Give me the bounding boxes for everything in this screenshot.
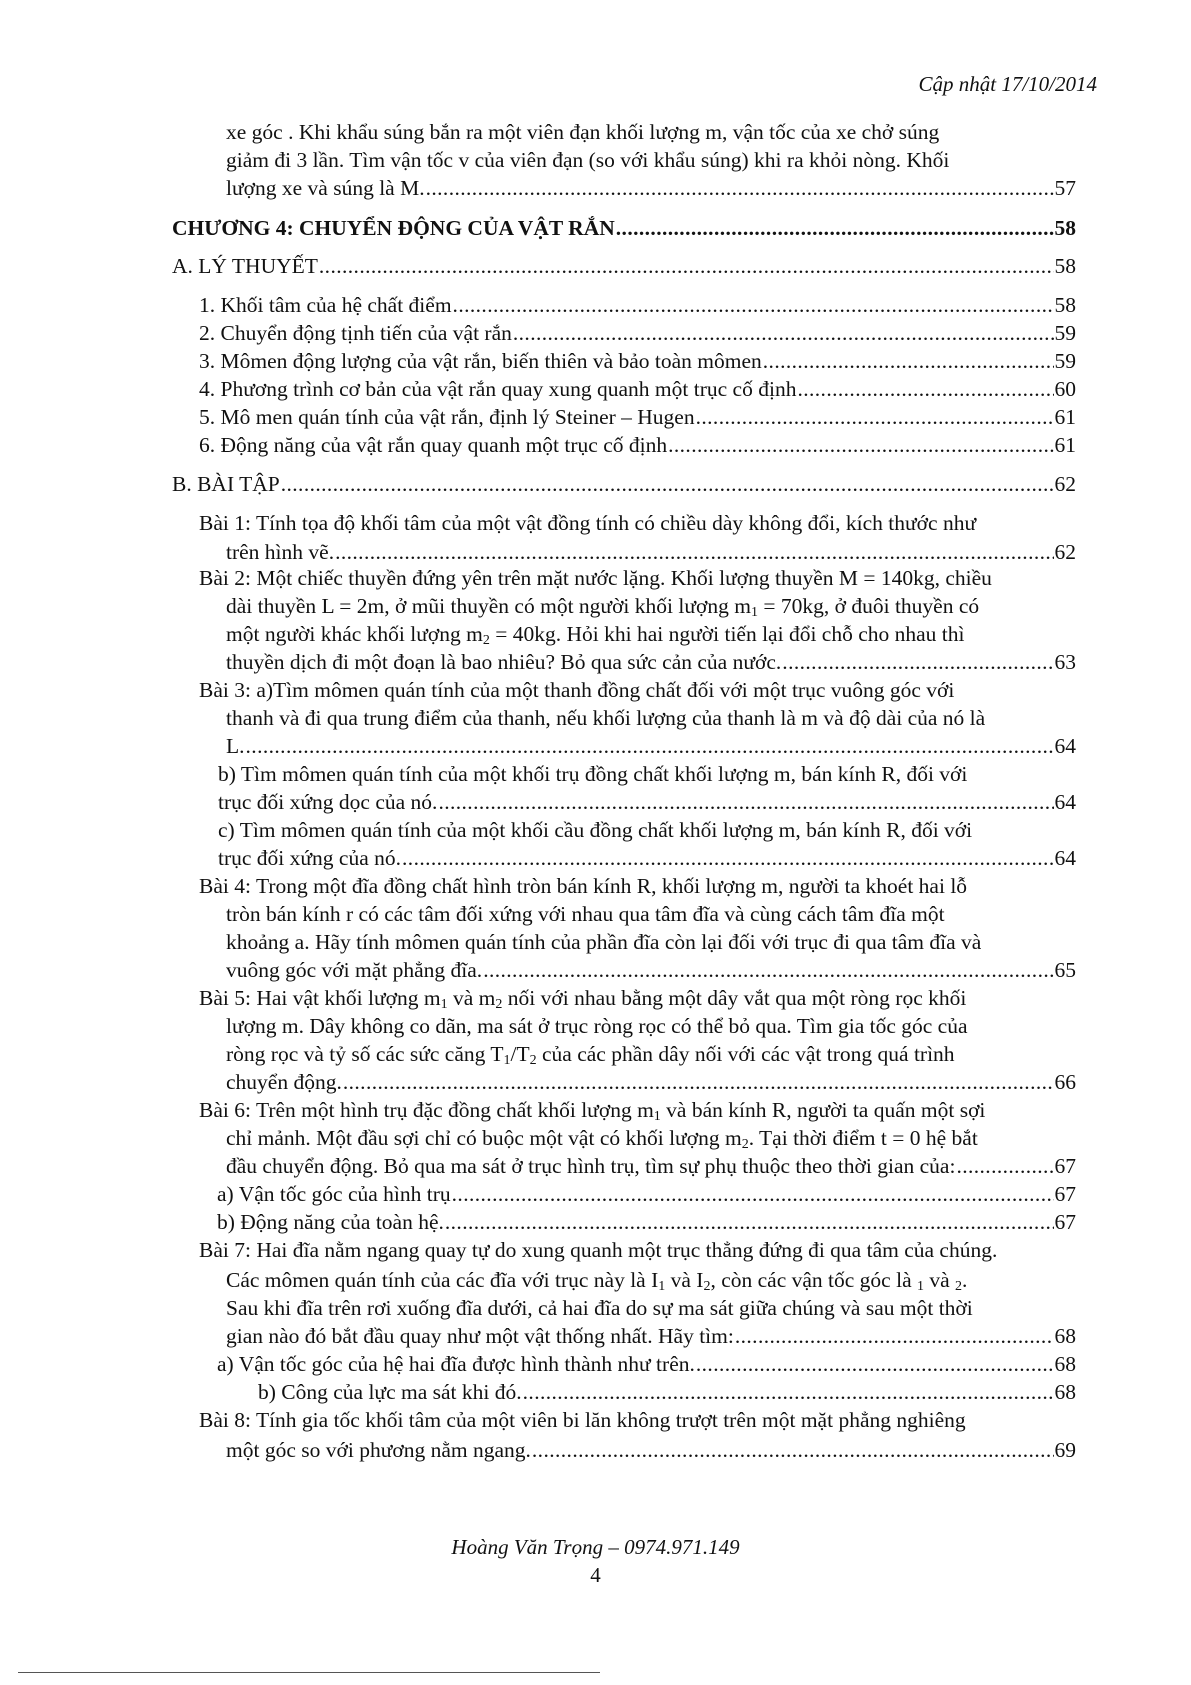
toc-text-line: thanh và đi qua trung điểm của thanh, nếu khối lượng của thanh là m và độ dài của nó là [226, 706, 986, 730]
toc-page-number: 60 [1054, 377, 1076, 401]
toc-entry-title: b) Động năng của toàn hệ. [217, 1210, 444, 1234]
page-footer-author: Hoàng Văn Trọng – 0974.971.149 [451, 1535, 740, 1559]
toc-leader-dots [616, 214, 1054, 242]
toc-page-number: 62 [1054, 472, 1076, 496]
toc-text-line: Bài 8: Tính gia tốc khối tâm của một viên bi lăn không trượt trên một mặt phẳng nghiêng [199, 1408, 966, 1432]
toc-text-line: b) Tìm mômen quán tính của một khối trụ đồng chất khối lượng m, bán kính R, đối với [218, 762, 968, 786]
toc-entry[interactable] [226, 1152, 1076, 1180]
toc-entry[interactable] [226, 956, 1076, 984]
toc-leader-dots [438, 788, 1053, 816]
toc-leader-dots [452, 1180, 1054, 1208]
toc-text-line: Các mômen quán tính của các đĩa với trục này là $I_1$ và $I_2$, còn các vận tốc góc là $_1$ và $_2$. [226, 1268, 968, 1294]
toc-entry[interactable] [217, 1350, 1076, 1378]
toc-leader-dots [483, 956, 1053, 984]
toc-entry[interactable] [226, 1068, 1076, 1096]
toc-leader-dots [343, 1068, 1054, 1096]
toc-leader-dots [402, 844, 1053, 872]
toc-leader-dots [319, 252, 1054, 280]
toc-entry[interactable] [226, 174, 1076, 202]
toc-text-line: xe góc . Khi khẩu súng bắn ra một viên đạn khối lượng m, vận tốc của xe chở súng [226, 120, 940, 144]
toc-entry[interactable] [218, 788, 1076, 816]
toc-page-number: 59 [1054, 321, 1076, 345]
toc-text-line: lượng m. Dây không co dãn, ma sát ở trục ròng rọc có thể bỏ qua. Tìm gia tốc góc của [226, 1014, 968, 1038]
toc-entry-title: đầu chuyển động. Bỏ qua ma sát ở trục hình trụ, tìm sự phụ thuộc theo thời gian của: [226, 1154, 956, 1178]
toc-entry-title: lượng xe và súng là M. [226, 176, 425, 200]
toc-leader-dots [513, 319, 1054, 347]
toc-entry[interactable] [226, 1322, 1076, 1350]
toc-entry-title: CHƯƠNG 4: CHUYỂN ĐỘNG CỦA VẬT RẮN [172, 216, 615, 240]
toc-entry-title: 6. Động năng của vật rắn quay quanh một trục cố định [199, 433, 668, 457]
toc-text-line: Bài 3: a)Tìm mômen quán tính của một thanh đồng chất đối với một trục vuông góc với [199, 678, 955, 702]
toc-entry-title: gian nào đó bắt đầu quay như một vật thống nhất. Hãy tìm: [226, 1324, 734, 1348]
toc-entry[interactable] [199, 431, 1076, 459]
page-number: 4 [590, 1563, 601, 1587]
toc-leader-dots [426, 174, 1054, 202]
toc-text-line: Bài 5: Hai vật khối lượng $m_1$ và $m_2$ nối với nhau bằng một dây vắt qua một ròng rọc khối [199, 986, 967, 1012]
toc-leader-dots [335, 538, 1053, 566]
toc-leader-dots [763, 347, 1054, 375]
toc-text-line: Bài 7: Hai đĩa nằm ngang quay tự do xung quanh một trục thẳng đứng đi qua tâm của chúng. [199, 1238, 998, 1262]
toc-entry[interactable] [199, 347, 1076, 375]
toc-entry-title: chuyển động. [226, 1070, 342, 1094]
toc-entry[interactable] [218, 844, 1076, 872]
toc-page-number: 61 [1054, 405, 1076, 429]
toc-entry-title: trục đối xứng dọc của nó. [218, 790, 438, 814]
toc-page-number: 68 [1054, 1380, 1076, 1404]
toc-entry-title: thuyền dịch đi một đoạn là bao nhiêu? Bỏ qua sức cản của nước. [226, 650, 782, 674]
toc-page-number: 66 [1054, 1070, 1076, 1094]
toc-leader-dots [735, 1322, 1054, 1350]
toc-leader-dots [532, 1436, 1054, 1464]
toc-page-number: 64 [1054, 790, 1076, 814]
toc-text-line: dài thuyền L = 2m, ở mũi thuyền có một người khối lượng $m_1 = 70kg$, ở đuôi thuyền có [226, 594, 980, 620]
toc-entry-title: a) Vận tốc góc của hệ hai đĩa được hình thành như trên. [217, 1352, 695, 1376]
toc-leader-dots [668, 431, 1053, 459]
toc-page-number: 64 [1054, 846, 1076, 870]
toc-leader-dots [246, 732, 1054, 760]
toc-text-line: một người khác khối lượng $m_2 = 40kg$. Hỏi khi hai người tiến lại đổi chỗ cho nhau thì [226, 622, 965, 648]
toc-page-number: 63 [1054, 650, 1076, 674]
toc-entry[interactable] [226, 732, 1076, 760]
toc-entry-title: trục đối xứng của nó. [218, 846, 402, 870]
toc-leader-dots [696, 403, 1054, 431]
toc-text-line: chỉ mảnh. Một đầu sợi chỉ có buộc một vật có khối lượng $m_2$. Tại thời điểm t = 0 hệ bắt [226, 1126, 978, 1152]
toc-leader-dots [281, 470, 1054, 498]
toc-page-number: 59 [1054, 349, 1076, 373]
toc-text-line: Bài 4: Trong một đĩa đồng chất hình tròn bán kính R, khối lượng m, người ta khoét hai lỗ [199, 874, 968, 898]
toc-leader-dots [453, 291, 1054, 319]
toc-text-line: tròn bán kính r có các tâm đối xứng với nhau qua tâm đĩa và cùng cách tâm đĩa một [226, 902, 945, 926]
toc-entry[interactable] [226, 1436, 1076, 1464]
toc-section-entry[interactable] [172, 252, 1076, 280]
toc-text-line: Bài 1: Tính tọa độ khối tâm của một vật đồng tính có chiều dày không đổi, kích thước như [199, 511, 977, 535]
toc-entry[interactable] [199, 291, 1076, 319]
toc-leader-dots [445, 1208, 1054, 1236]
toc-page-number: 68 [1054, 1324, 1076, 1348]
toc-page-number: 67 [1054, 1210, 1076, 1234]
toc-entry-title: trên hình vẽ. [226, 540, 335, 564]
toc-entry-title: 1. Khối tâm của hệ chất điểm [199, 293, 452, 317]
toc-page-number: 61 [1054, 433, 1076, 457]
toc-text-line: Bài 6: Trên một hình trụ đặc đồng chất khối lượng $m_1$ và bán kính R, người ta quấn một sợi [199, 1098, 986, 1124]
toc-text-line: giảm đi 3 lần. Tìm vận tốc v của viên đạn (so với khẩu súng) khi ra khỏi nòng. Khối [226, 148, 950, 172]
toc-leader-dots [782, 648, 1053, 676]
toc-entry-title: 5. Mô men quán tính của vật rắn, định lý Steiner – Hugen [199, 405, 695, 429]
bottom-divider [18, 1672, 600, 1673]
toc-entry[interactable] [258, 1378, 1076, 1406]
toc-text-line: Bài 2: Một chiếc thuyền đứng yên trên mặt nước lặng. Khối lượng thuyền M = 140kg, chiều [199, 566, 992, 590]
toc-entry[interactable] [217, 1208, 1076, 1236]
toc-entry[interactable] [199, 319, 1076, 347]
page-header-updated: Cập nhật 17/10/2014 [918, 72, 1097, 96]
toc-entry-title: 4. Phương trình cơ bản của vật rắn quay xung quanh một trục cố định [199, 377, 797, 401]
toc-entry-title: 3. Mômen động lượng của vật rắn, biến thiên và bảo toàn mômen [199, 349, 762, 373]
toc-page-number: 58 [1054, 254, 1076, 278]
toc-page-number: 58 [1054, 216, 1076, 240]
toc-entry-title: một góc so với phương nằm ngang. [226, 1438, 531, 1462]
toc-leader-dots [696, 1350, 1054, 1378]
toc-entry[interactable] [199, 375, 1076, 403]
toc-page-number: 67 [1054, 1182, 1076, 1206]
toc-leader-dots [523, 1378, 1054, 1406]
toc-entry-title: A. LÝ THUYẾT [172, 254, 318, 278]
toc-entry-title: a) Vận tốc góc của hình trụ [217, 1182, 451, 1206]
toc-entry[interactable] [226, 538, 1076, 566]
toc-page-number: 57 [1054, 176, 1076, 200]
toc-page-number: 69 [1054, 1438, 1076, 1462]
toc-section-entry[interactable] [172, 470, 1076, 498]
toc-page-number: 62 [1054, 540, 1076, 564]
toc-chapter-entry[interactable] [172, 214, 1076, 242]
toc-page-number: 65 [1054, 958, 1076, 982]
toc-text-line: khoảng a. Hãy tính mômen quán tính của phần đĩa còn lại đối với trục đi qua tâm đĩa và [226, 930, 982, 954]
toc-entry-title: b) Công của lực ma sát khi đó. [258, 1380, 522, 1404]
toc-text-line: Sau khi đĩa trên rơi xuống đĩa dưới, cả hai đĩa do sự ma sát giữa chúng và sau một thời [226, 1296, 973, 1320]
toc-page-number: 64 [1054, 734, 1076, 758]
toc-page-number: 67 [1054, 1154, 1076, 1178]
toc-entry-title: L. [226, 734, 245, 758]
toc-entry[interactable] [199, 403, 1076, 431]
toc-entry[interactable] [217, 1180, 1076, 1208]
toc-leader-dots [956, 1152, 1053, 1180]
toc-entry-title: 2. Chuyển động tịnh tiến của vật rắn [199, 321, 512, 345]
toc-entry-title: B. BÀI TẬP [172, 472, 280, 496]
toc-leader-dots [797, 375, 1053, 403]
toc-entry-title: vuông góc với mặt phẳng đĩa. [226, 958, 483, 982]
toc-entry[interactable] [226, 648, 1076, 676]
toc-text-line: c) Tìm mômen quán tính của một khối cầu đồng chất khối lượng m, bán kính R, đối với [218, 818, 973, 842]
toc-page-number: 58 [1054, 293, 1076, 317]
toc-text-line: ròng rọc và tỷ số các sức căng $T_1/T_2$ của các phần dây nối với các vật trong quá trình [226, 1042, 955, 1068]
toc-page-number: 68 [1054, 1352, 1076, 1376]
